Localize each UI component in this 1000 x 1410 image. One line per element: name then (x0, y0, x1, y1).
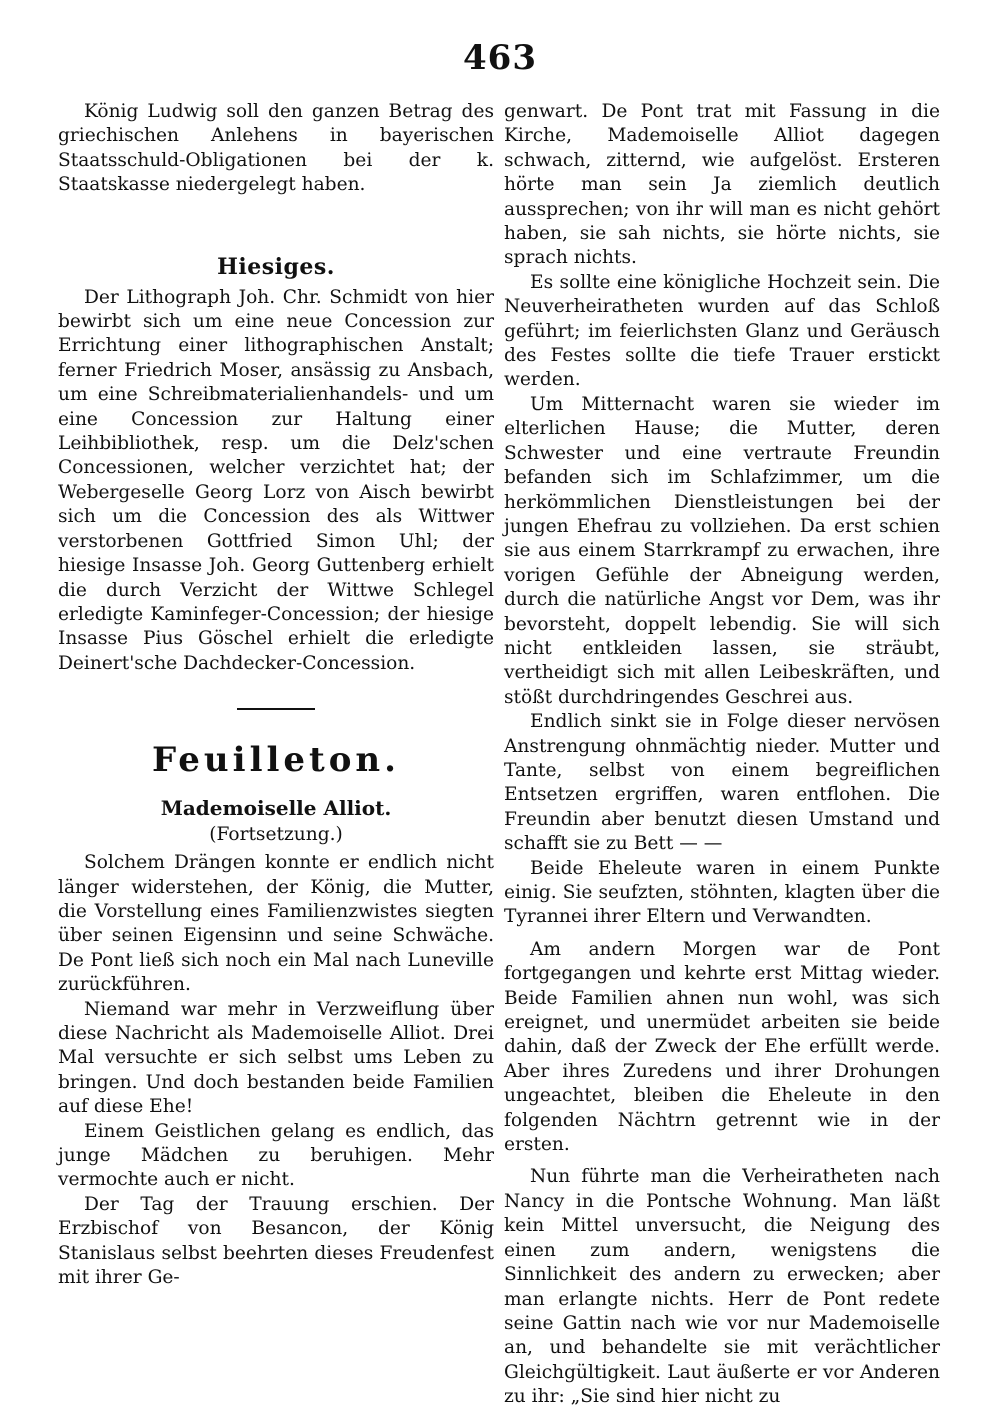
article-paragraph: Nun führte man die Verheiratheten nach Nancy in die Pontsche Wohnung. Man läßt kein Mittel unversucht, die Neigung des einen zum andern, wenigstens die Sinnlichkeit des andern zu erwecken; aber man erlangte nichts. Herr de Pont redete seine Gattin nach wie vor nur Mademoiselle an, und behandelte sie mit verächtlicher Gleichgültigkeit. Laut äußerte er vor Anderen zu ihr: „Sie sind hier nicht zu (504, 1166, 940, 1408)
article-paragraph: Es sollte eine königliche Hochzeit sein. Die Neuverheiratheten wurden auf das Schloß geführt; im feierlichsten Glanz und Geräusch des Festes sollte die tiefe Trauer erstickt werden. (504, 271, 940, 391)
local-news-paragraph: Der Lithograph Joh. Chr. Schmidt von hier bewirbt sich um eine neue Concession zur Errichtung einer lithographischen Anstalt; ferner Friedrich Moser, ansässig zu Ansbach, um eine Schreibmaterialienhandels- und um eine Concession zur Haltung einer Leihbibliothek, resp. um die Delz'schen Concessionen, welcher verzichtet hat; der Webergeselle Georg Lorz von Aisch bewirbt sich um die Concession des als Wittwer verstorbenen Gottfried Simon Uhl; der hiesige Insasse Joh. Georg Guttenberg erhielt die durch Verzicht der Wittwe Schlegel erledigte Kaminfeger-Concession; der hiesige Insasse Pius Göschel erhielt die erledigte Deinert'sche Dachdecker-Concession. (58, 286, 494, 674)
article-subtitle: (Fortsetzung.) (209, 824, 343, 846)
left-column (58, 100, 494, 1290)
intro-paragraph: König Ludwig soll den ganzen Betrag des griechischen Anlehens in bayerischen Staatsschuld-Obligationen bei der k. Staatskasse niedergelegt haben. (58, 101, 494, 196)
article-paragraph: Der Tag der Trauung erschien. Der Erzbischof von Besancon, der König Stanislaus selbst beehrten dieses Freudenfest mit ihrer Ge- (58, 1193, 494, 1289)
section-divider (237, 708, 315, 710)
article-paragraph: Solchem Drängen konnte er endlich nicht länger widerstehen, der König, die Mutter, die Vorstellung eines Familienzwistes siegten über seinen Eigensinn und seine Schwäche. De Pont ließ sich noch ein Mal nach Luneville zurückführen. (58, 852, 494, 996)
article-paragraph: Am andern Morgen war de Pont fortgegangen und kehrte erst Mittag wieder. Beide Familien ahnen nun wohl, was sich ereignet, und unermüdet arbeiten sie beide dahin, daß der Zweck der Ehe erfüllt werde. Aber ihres Zuredens und ihrer Drohungen ungeachtet, bleiben die Eheleute in den folgenden Nächtrn getrennt wie in der ersten. (504, 938, 940, 1156)
article-paragraph: Endlich sinkt sie in Folge dieser nervösen Anstrengung ohnmächtig nieder. Mutter und Tante, selbst von einem begreiflichen Entsetzen ergriffen, waren entflohen. Die Freundin aber benutzt diesen Umstand und schafft sie zu Bett — — (504, 711, 940, 855)
right-column (504, 100, 940, 1410)
page-number: 463 (463, 38, 537, 78)
article-paragraph: Niemand war mehr in Verzweiflung über diese Nachricht als Mademoiselle Alliot. Drei Mal versuchte er sich selbst ums Leben zu bringen. Und doch bestanden beide Familien auf diese Ehe! (58, 998, 494, 1118)
article-paragraph: genwart. De Pont trat mit Fassung in die Kirche, Mademoiselle Alliot dagegen schwach, zitternd, wie aufgelöst. Ersteren hörte man sein Ja ziemlich deutlich aussprechen; von ihr will man es nicht gehört haben, sie sah nichts, sie hörte nichts, sie sprach nichts. (504, 101, 940, 269)
article-paragraph: Um Mitternacht waren sie wieder im elterlichen Hause; die Mutter, deren Schwester und eine vertraute Freundin befanden sich im Schlafzimmer, um die herkömmlichen Dienstleistungen bei der jungen Ehefrau zu vollziehen. Da erst schien sie aus einem Starrkrampf zu erwachen, ihre vorigen Gefühle der Abneigung werden, durch die natürliche Angst vor Dem, was ihr bevorsteht, doppelt lebendig. Sie will sich nicht entkleiden lassen, sie sträubt, vertheidigt sich mit allen Leibeskräften, und stößt durchdringendes Geschrei aus. (504, 393, 940, 708)
article-paragraph: Einem Geistlichen gelang es endlich, das junge Mädchen zu beruhigen. Mehr vermochte auch er nicht. (58, 1120, 494, 1191)
article-title: Mademoiselle Alliot. (160, 796, 392, 821)
local-news-heading: Hiesiges. (217, 253, 335, 280)
feuilleton-heading: Feuilleton. (152, 740, 400, 781)
article-paragraph: Beide Eheleute waren in einem Punkte einig. Sie seufzten, stöhnten, klagten über die Tyrannei ihrer Eltern und Verwandten. (504, 857, 940, 928)
